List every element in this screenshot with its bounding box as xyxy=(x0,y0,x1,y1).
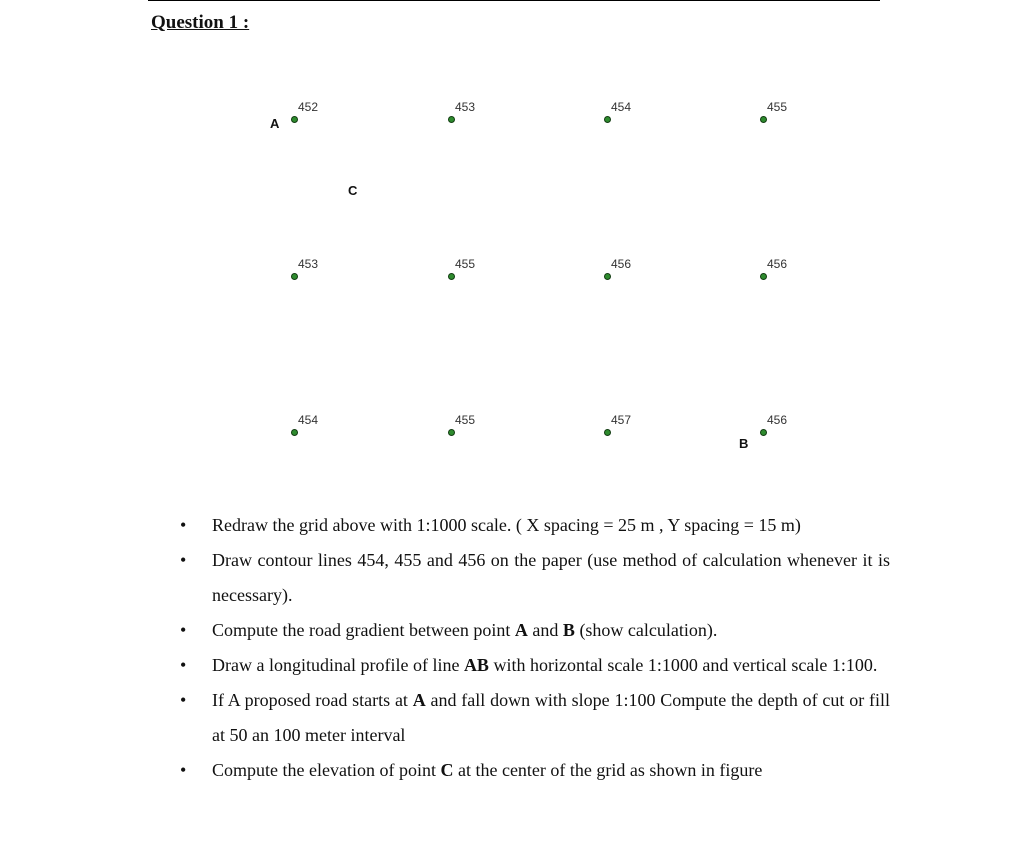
grid-point xyxy=(604,429,611,436)
task-item xyxy=(170,648,890,683)
task-emphasis: A xyxy=(514,620,528,640)
task-text: and fall down with slope 1:100 Compute the depth of cut or fill at 50 an 100 meter interval xyxy=(212,690,890,745)
task-emphasis: B xyxy=(562,620,575,640)
elevation-value: 454 xyxy=(298,413,319,427)
grid-point xyxy=(448,429,455,436)
elevation-value: 456 xyxy=(767,257,788,271)
elevation-value: 455 xyxy=(455,413,476,427)
task-text: Draw a longitudinal profile of line xyxy=(212,655,464,675)
grid-point xyxy=(604,116,611,123)
grid-point xyxy=(291,116,298,123)
task-emphasis: AB xyxy=(463,655,489,675)
grid-point xyxy=(760,429,767,436)
elevation-value: 457 xyxy=(611,413,632,427)
elevation-value: 456 xyxy=(767,413,788,427)
grid-point xyxy=(448,116,455,123)
elevation-value: 455 xyxy=(767,100,788,114)
task-emphasis: C xyxy=(440,760,454,780)
task-list xyxy=(170,508,890,788)
task-text: Draw contour lines 454, 455 and 456 on the paper (use method of calculation whenever it is necessary). xyxy=(212,550,890,605)
elevation-value: 455 xyxy=(455,257,476,271)
task-item xyxy=(170,543,890,613)
elevation-value: 452 xyxy=(298,100,319,114)
task-text: Compute the road gradient between point xyxy=(212,620,515,640)
task-text: Redraw the grid above with 1:1000 scale. ( X spacing = 25 m , Y spacing = 15 m) xyxy=(212,515,801,535)
task-text: Compute the elevation of point xyxy=(212,760,441,780)
task-text: and xyxy=(527,620,563,640)
grid-point xyxy=(760,273,767,280)
task-item xyxy=(170,683,890,753)
elevation-value: 453 xyxy=(455,100,476,114)
point-label-a: A xyxy=(270,116,280,131)
point-label-c: C xyxy=(348,183,358,198)
grid-point xyxy=(760,116,767,123)
task-text: If A proposed road starts at xyxy=(212,690,413,710)
task-text: (show calculation). xyxy=(574,620,718,640)
grid-point xyxy=(448,273,455,280)
task-text: at the center of the grid as shown in figure xyxy=(453,760,763,780)
task-item xyxy=(170,613,890,648)
task-item xyxy=(170,753,890,788)
task-item xyxy=(170,508,890,543)
point-label-b: B xyxy=(739,436,749,451)
elevation-value: 456 xyxy=(611,257,632,271)
grid-point xyxy=(291,273,298,280)
grid-point xyxy=(604,273,611,280)
elevation-value: 453 xyxy=(298,257,319,271)
elevation-value: 454 xyxy=(611,100,632,114)
task-emphasis: A xyxy=(412,690,426,710)
grid-point xyxy=(291,429,298,436)
question-title: Question 1 : xyxy=(151,12,250,33)
task-text: with horizontal scale 1:1000 and vertical scale 1:100. xyxy=(488,655,878,675)
